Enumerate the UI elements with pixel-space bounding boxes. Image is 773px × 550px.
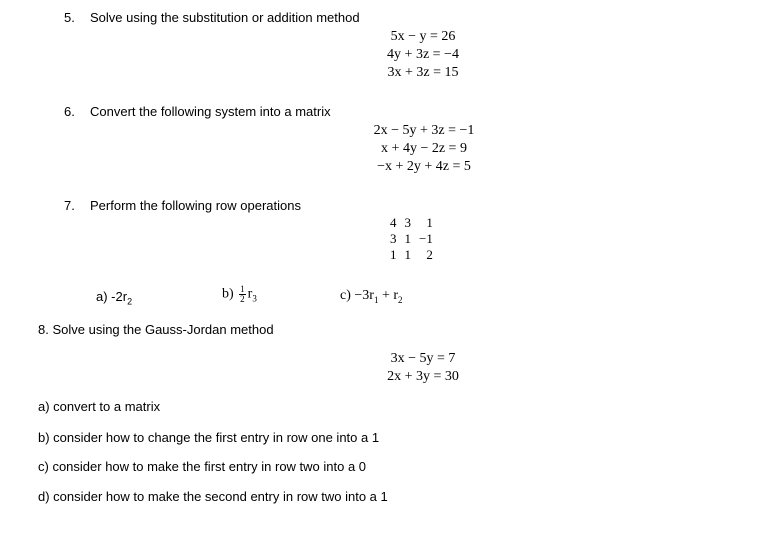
matrix-cell: 4 (390, 215, 397, 230)
row-op-c-sub2: 2 (398, 294, 403, 305)
matrix-row (386, 247, 437, 263)
equation: 2x − 5y + 3z = −1 (373, 123, 475, 138)
problem-8-part-c: c) consider how to make the first entry in row two into a 0 (38, 459, 367, 474)
problem-6-text: Convert the following system into a matrix (90, 104, 331, 119)
equation: 2x + 3y = 30 (387, 369, 459, 384)
matrix-row (386, 215, 437, 231)
row-op-b-fraction (239, 285, 246, 304)
row-op-c-sub1: 1 (373, 294, 379, 305)
row-op-b (222, 285, 257, 304)
problem-7-matrix (386, 215, 437, 263)
row-op-b-sub: 3 (252, 293, 257, 304)
problem-8-heading: 8. Solve using the Gauss-Jordan method (38, 322, 274, 337)
problem-8-part-a: a) convert to a matrix (38, 399, 161, 414)
fraction-denominator: 2 (240, 294, 245, 304)
equation: 5x − y = 26 (390, 29, 456, 44)
equation: −x + 2y + 4z = 5 (377, 159, 471, 174)
equation: 3x + 3z = 15 (387, 65, 459, 80)
row-op-c-label: c) −3r (340, 288, 374, 303)
matrix-cell: 1 (404, 247, 411, 262)
problem-6-number: 6. (64, 104, 75, 119)
problem-8-part-b: b) consider how to change the first entry in row one into a 1 (38, 430, 380, 445)
problem-7-heading (64, 198, 301, 213)
row-op-c (340, 288, 403, 305)
matrix-cell: 1 (390, 247, 397, 262)
matrix-cell: −1 (419, 231, 433, 246)
problem-5-text: Solve using the substitution or addition method (90, 10, 360, 25)
matrix-cell: 2 (426, 247, 433, 262)
row-op-a-label: a) -2r (96, 289, 128, 304)
equation: 3x − 5y = 7 (390, 351, 456, 366)
row-op-b-label: b) (222, 286, 234, 302)
matrix-cell: 3 (404, 215, 411, 230)
equation: x + 4y − 2z = 9 (381, 141, 467, 156)
problem-5-number: 5. (64, 10, 75, 25)
problem-8-part-d: d) consider how to make the second entry in row two into a 1 (38, 489, 388, 504)
row-op-c-mid: + r (378, 288, 398, 303)
matrix-cell: 1 (426, 215, 433, 230)
problem-5-heading (64, 10, 360, 25)
problem-8-equations (378, 350, 468, 386)
matrix-cell: 1 (404, 231, 411, 246)
row-op-b-var: r (247, 286, 253, 302)
equation: 4y + 3z = −4 (387, 47, 459, 62)
matrix-cell: 3 (390, 231, 397, 246)
problem-6-equations (362, 122, 486, 176)
row-op-a-sub: 2 (127, 296, 133, 307)
fraction-numerator: 1 (240, 284, 245, 294)
problem-6-heading (64, 104, 331, 119)
problem-5-equations (380, 28, 466, 82)
problem-7-number: 7. (64, 198, 75, 213)
problem-7-text: Perform the following row operations (90, 198, 301, 213)
matrix-row (386, 231, 437, 247)
row-op-a (96, 289, 132, 307)
